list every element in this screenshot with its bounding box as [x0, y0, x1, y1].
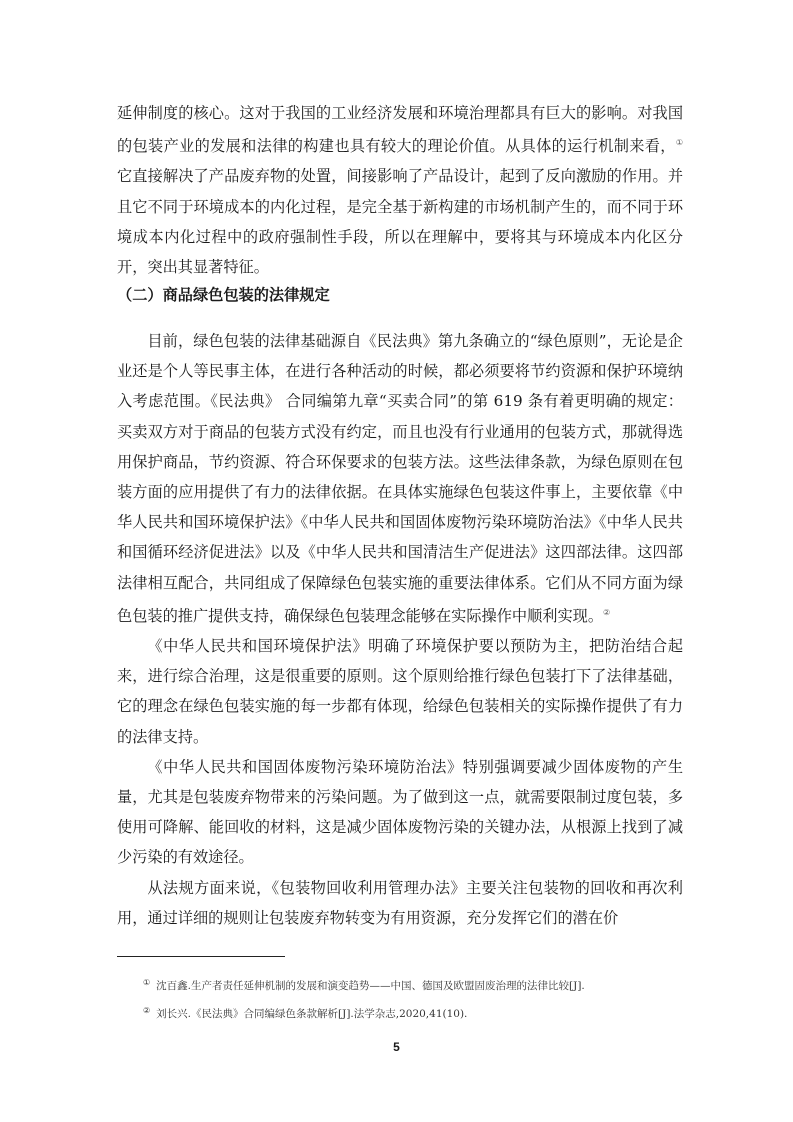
footnote-2-text: 刘长兴.《民法典》合同编绿色条款解析[J].法学杂志,2020,41(10). — [156, 1008, 468, 1020]
footnote-1 — [143, 978, 585, 993]
main-body — [117, 326, 683, 933]
paragraph-3: 《中华人民共和国环境保护法》明确了环境保护要以预防为主，把防治结合起来，进行综合治理，这是很重要的原则。这个原则给推行绿色包装打下了法律基础，它的理念在绿色包装实施的每一步都有体现，给绿色包装相关的实际操作提供了有力的法律支持。 — [117, 637, 683, 746]
footnote-2 — [143, 1006, 467, 1021]
footnote-ref-2[interactable]: ② — [603, 607, 611, 617]
paragraph-4: 《中华人民共和国固体废物污染环境防治法》特别强调要减少固体废物的产生量，尤其是包装废弃物带来的污染问题。为了做到这一点，就需要限制过度包装，多使用可降解、能回收的材料，这是减少固体废物污染的关键办法，从根源上找到了减少污染的有效途径。 — [117, 757, 683, 867]
paragraph-1 — [117, 98, 683, 282]
footnote-divider — [117, 956, 285, 957]
footnote-2-mark: ② — [143, 1006, 151, 1015]
paragraph-2-text: 目前，绿色包装的法律基础源自《民法典》第九条确立的“绿色原则”，无论是企业还是个人等民事主体，在进行各种活动的时候，都必须要将节约资源和保护环境纳入考虑范围。《民法典》 合同编第九章“买卖合同”的第 619 条有着更明确的规定：买卖双方对于商品的包装方式没有约定，而且也没有行业通用的包装方式，那就得选用保护商品，节约资源、符合环保要求的包装方法。这些法律条款，为绿色原则在包装方面的应用提供了有力的法律依据。在具体实施绿色包装这件事上，主要依靠《中华人民共和国环境保护法》《中华人民共和国固体废物污染环境防治法》《中华人民共和国循环经济促进法》以及《中华人民共和国清洁生产促进法》这四部法律。这四部法律相互配合，共同组成了保障绿色包装实施的重要法律体系。它们从不同方面为绿色包装的推广提供支持，确保绿色包装理念能够在实际操作中顺利实现。 — [117, 332, 683, 625]
paragraph-1-part-a: 延伸制度的核心。这对于我国的工业经济发展和环境治理都具有巨大的影响。对我国的包装产业的发展和法律的构建也具有较大的理论价值。从具体的运行机制来看， — [117, 104, 683, 156]
paragraph-5: 从法规方面来说，《包装物回收利用管理办法》主要关注包装物的回收和再次利用，通过详细的规则让包装废弃物转变为有用资源，充分发挥它们的潜在价 — [117, 878, 683, 927]
paragraph-1-text — [117, 98, 683, 282]
page-number: 5 — [393, 1040, 400, 1054]
section-heading: （二）商品绿色包装的法律规定 — [117, 286, 330, 304]
footnote-1-mark: ① — [143, 978, 151, 987]
footnote-1-text: 沈百鑫.生产者责任延伸机制的发展和演变趋势——中国、德国及欧盟固废治理的法律比较[J]. — [156, 980, 585, 992]
footnote-ref-1[interactable]: ① — [675, 138, 683, 148]
paragraph-1-part-b: 它直接解决了产品废弃物的处置，间接影响了产品设计，起到了反向激励的作用。并且它不同于环境成本的内化过程，是完全基于新构建的市场机制产生的，而不同于环境成本内化过程中的政府强制性手段，所以在理解中，要将其与环境成本内化区分开，突出其显著特征。 — [117, 167, 683, 277]
paragraph-2 — [117, 326, 683, 631]
